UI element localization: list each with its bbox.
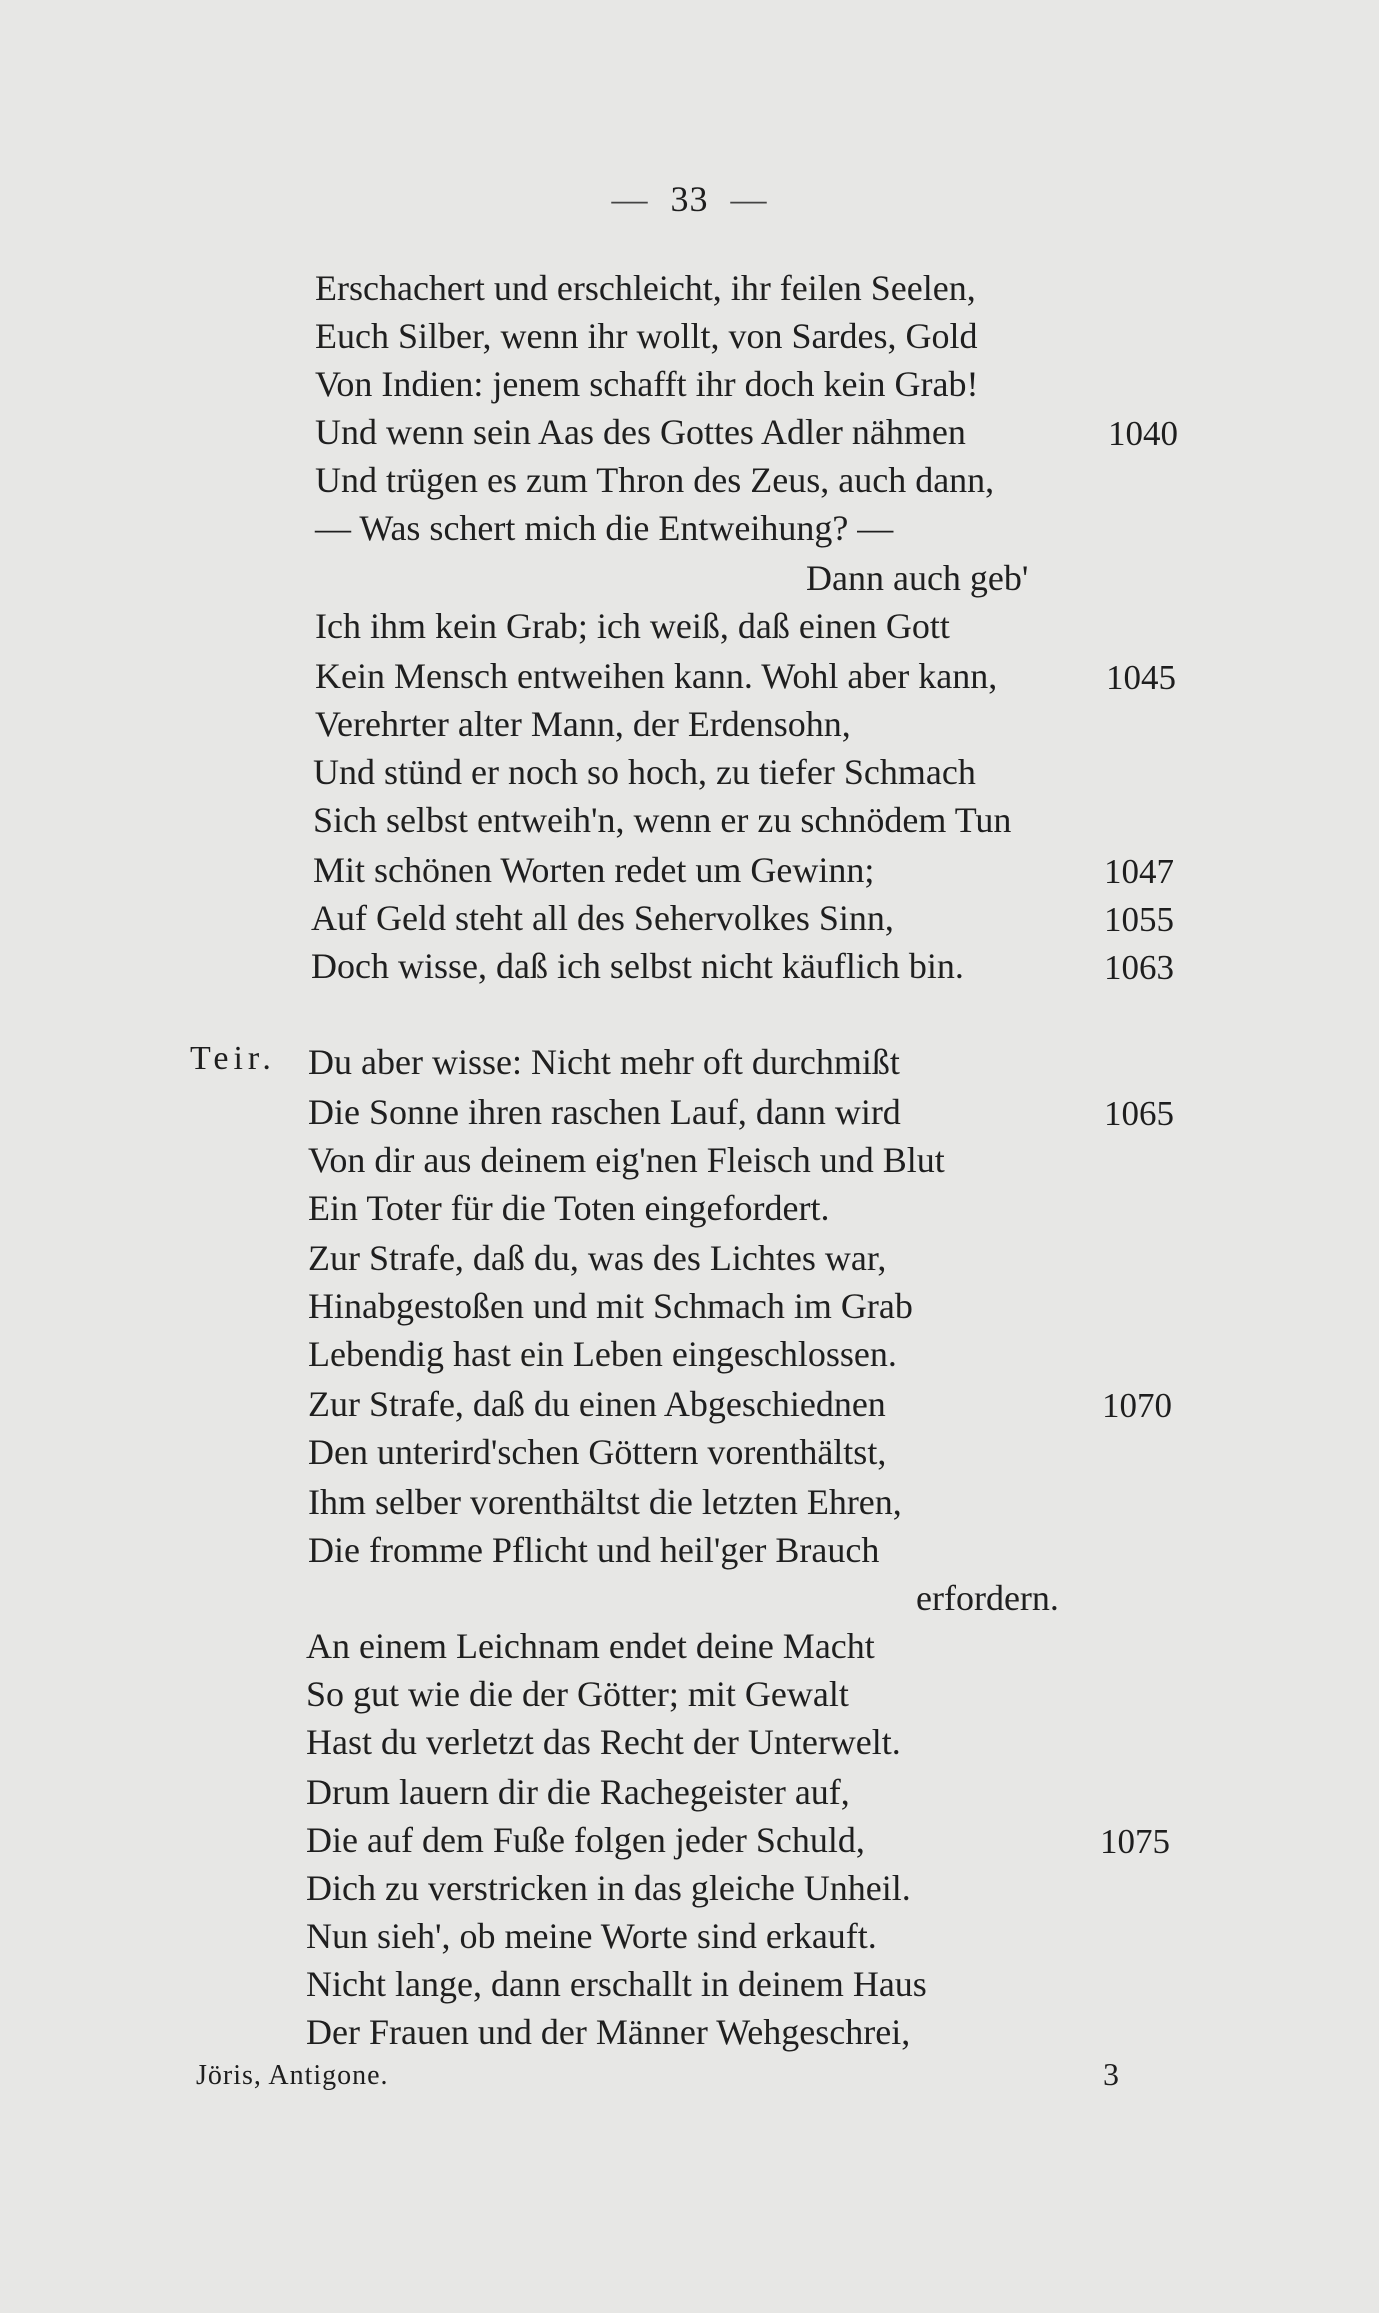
verse-text: Nicht lange, dann erschallt in deinem Haus xyxy=(306,1964,927,2004)
verse-text: Kein Mensch entweihen kann. Wohl aber kann, xyxy=(315,656,998,696)
verse-text: Drum lauern dir die Rachegeister auf, xyxy=(306,1772,850,1812)
speaker-label: Teir. xyxy=(190,1040,276,1077)
verse-text: Ihm selber vorenthältst die letzten Ehren, xyxy=(308,1482,902,1522)
verse-text: An einem Leichnam endet deine Macht xyxy=(306,1626,875,1666)
line-number: 1055 xyxy=(1104,900,1174,939)
verse-text: Und wenn sein Aas des Gottes Adler nähmen xyxy=(315,412,966,452)
verse-text: Die auf dem Fuße folgen jeder Schuld, xyxy=(306,1820,865,1860)
verse-text: Mit schönen Worten redet um Gewinn; xyxy=(313,850,875,890)
page-header xyxy=(0,178,1379,220)
header-dash-right: — xyxy=(730,179,768,219)
verse-text: — Was schert mich die Entweihung? — xyxy=(315,508,894,548)
verse-text: Ein Toter für die Toten eingefordert. xyxy=(308,1188,830,1228)
verse-text: Der Frauen und der Männer Wehgeschrei, xyxy=(306,2012,911,2052)
verse-text: Die Sonne ihren raschen Lauf, dann wird xyxy=(308,1092,901,1132)
verse-text: So gut wie die der Götter; mit Gewalt xyxy=(306,1674,849,1714)
verse-text: Nun sieh', ob meine Worte sind erkauft. xyxy=(306,1916,877,1956)
verse-text: Hinabgestoßen und mit Schmach im Grab xyxy=(308,1286,913,1326)
header-dash-left: — xyxy=(611,179,649,219)
verse-text: Und trügen es zum Thron des Zeus, auch dann, xyxy=(315,460,995,500)
footer-signature-mark: 3 xyxy=(1103,2056,1119,2092)
line-number: 1075 xyxy=(1100,1822,1170,1861)
verse-text: Verehrter alter Mann, der Erdensohn, xyxy=(315,704,851,744)
verse-text: Lebendig hast ein Leben eingeschlossen. xyxy=(308,1334,897,1374)
verse-text: Ich ihm kein Grab; ich weiß, daß einen Gott xyxy=(315,606,950,646)
line-number: 1070 xyxy=(1102,1386,1172,1425)
verse-text: Euch Silber, wenn ihr wollt, von Sardes, Gold xyxy=(315,316,978,356)
line-number: 1063 xyxy=(1104,948,1174,987)
verse-text: erfordern. xyxy=(916,1578,1059,1618)
line-number: 1040 xyxy=(1108,414,1178,453)
verse-text: Die fromme Pflicht und heil'ger Brauch xyxy=(308,1530,880,1570)
line-number: 1045 xyxy=(1106,658,1176,697)
verse-text: Den unterird'schen Göttern vorenthältst, xyxy=(308,1432,887,1472)
footer-book-title: Jöris, Antigone. xyxy=(196,2060,389,2091)
verse-text: Dann auch geb' xyxy=(806,558,1029,598)
verse-text: Du aber wisse: Nicht mehr oft durchmißt xyxy=(308,1042,900,1082)
verse-text: Doch wisse, daß ich selbst nicht käuflich bin. xyxy=(311,946,964,986)
page-number: 33 xyxy=(670,179,709,219)
verse-text: Zur Strafe, daß du, was des Lichtes war, xyxy=(308,1238,887,1278)
verse-text: Sich selbst entweih'n, wenn er zu schnödem Tun xyxy=(313,800,1012,840)
verse-text: Von dir aus deinem eig'nen Fleisch und Blut xyxy=(308,1140,945,1180)
verse-text: Und stünd er noch so hoch, zu tiefer Schmach xyxy=(313,752,976,792)
verse-text: Auf Geld steht all des Sehervolkes Sinn, xyxy=(311,898,894,938)
verse-text: Zur Strafe, daß du einen Abgeschiednen xyxy=(308,1384,886,1424)
verse-text: Dich zu verstricken in das gleiche Unheil. xyxy=(306,1868,911,1908)
verse-text: Von Indien: jenem schafft ihr doch kein Grab! xyxy=(315,364,979,404)
line-number: 1065 xyxy=(1104,1094,1174,1133)
verse-text: Hast du verletzt das Recht der Unterwelt. xyxy=(306,1722,901,1762)
verse-text: Erschachert und erschleicht, ihr feilen Seelen, xyxy=(315,268,976,308)
line-number: 1047 xyxy=(1104,852,1174,891)
